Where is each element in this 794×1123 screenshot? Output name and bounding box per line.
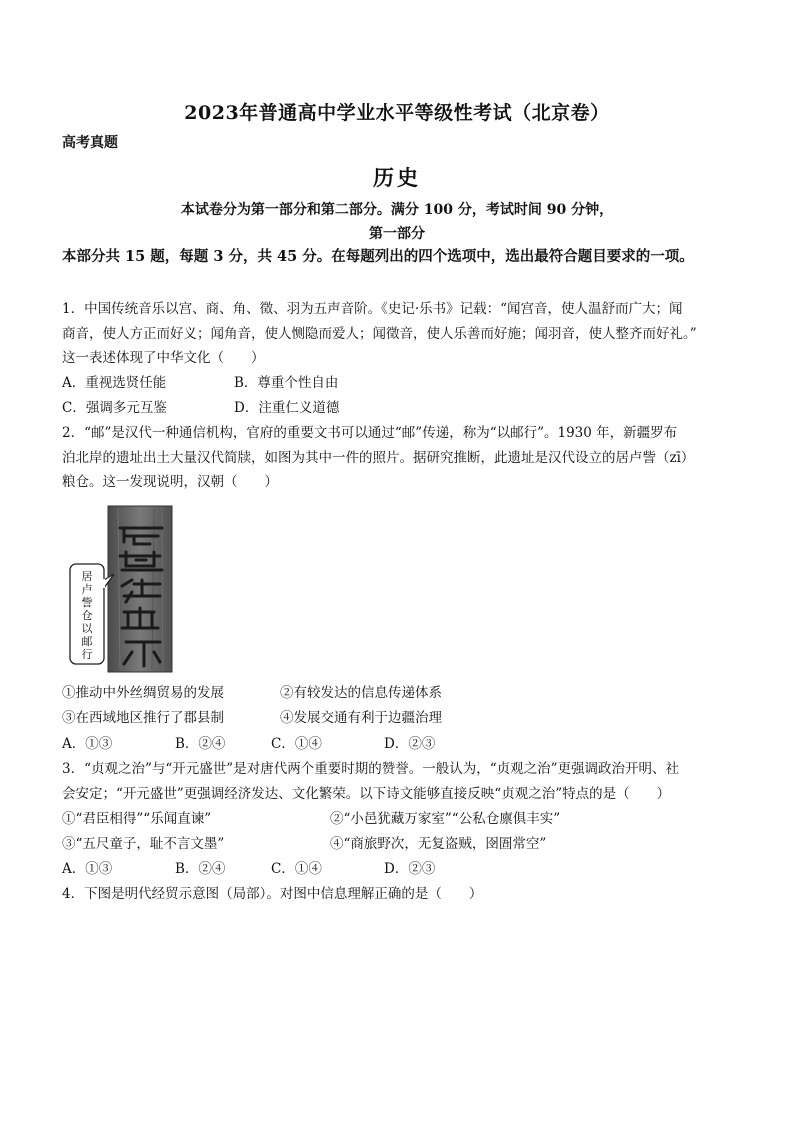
bamboo-slip-photo — [62, 500, 186, 676]
exam-tag: 高考真题 — [62, 135, 118, 151]
q2-statement-4: ④发展交通有利于边疆治理 — [280, 710, 442, 726]
q1-option-d: D．注重仁义道德 — [234, 400, 340, 416]
part-heading: 第一部分 — [369, 226, 425, 242]
q2-line-3: 粮仓。这一发现说明，汉朝（ ） — [62, 474, 278, 490]
q3-line-1: 3．“贞观之治”与“开元盛世”是对唐代两个重要时期的赞誉。一般认为，“贞观之治”更强调政治开明、社 — [62, 761, 679, 777]
exam-info: 本试卷分为第一部分和第二部分。满分 100 分，考试时间 90 分钟， — [180, 202, 614, 218]
figure-caption-char: 邮 — [81, 635, 93, 648]
q4-line-1: 4．下图是明代经贸示意图（局部）。对图中信息理解正确的是（ ） — [62, 886, 483, 902]
q3-option-d: D．②③ — [384, 861, 436, 877]
figure-caption-char: 以 — [81, 622, 93, 635]
q2-statement-3: ③在西域地区推行了郡县制 — [62, 710, 224, 726]
figure-caption-char: 仓 — [81, 609, 93, 622]
q2-option-b: B．②④ — [175, 736, 226, 752]
q3-option-c: C．①④ — [271, 861, 322, 877]
exam-title: 2023年普通高中学业水平等级性考试（北京卷） — [184, 102, 610, 124]
q3-option-a: A．①③ — [62, 861, 113, 877]
subject-title: 历史 — [373, 165, 421, 190]
q1-line-3: 这一表述体现了中华文化（ ） — [62, 350, 265, 366]
figure-caption-char: 卢 — [81, 583, 93, 596]
q2-option-d: D．②③ — [384, 736, 436, 752]
figure-caption-char: 行 — [81, 648, 93, 661]
q3-statement-2: ②“小邑犹藏万家室”“公私仓廪俱丰实” — [330, 811, 561, 827]
q1-line-1: 1．中国传统音乐以宫、商、角、徵、羽为五声音阶。《史记·乐书》记载：“闻宫音，使人温舒而广大；闻 — [62, 301, 683, 317]
q2-statement-1: ①推动中外丝绸贸易的发展 — [62, 685, 224, 701]
part-instruction: 本部分共 15 题，每题 3 分，共 45 分。在每题列出的四个选项中，选出最符合题目要求的一项。 — [62, 248, 694, 265]
q2-line-2: 泊北岸的遗址出土大量汉代简牍，如图为其中一件的照片。据研究推断，此遗址是汉代设立的居卢訾（zī） — [62, 450, 695, 466]
q2-statement-2: ②有较发达的信息传递体系 — [280, 685, 442, 701]
q1-option-a: A．重视选贤任能 — [62, 375, 167, 391]
q3-statement-3: ③“五尺童子，耻不言文墨” — [62, 836, 225, 852]
figure-caption-char: 居 — [81, 570, 93, 583]
q2-option-c: C．①④ — [271, 736, 322, 752]
q1-line-2: 商音，使人方正而好义；闻角音，使人恻隐而爱人；闻徵音，使人乐善而好施；闻羽音，使人整齐而好礼。” — [62, 326, 697, 342]
q3-option-b: B．②④ — [175, 861, 226, 877]
q1-option-c: C．强调多元互鉴 — [62, 400, 167, 416]
q3-statement-4: ④“商旅野次，无复盗贼，囹圄常空” — [330, 836, 547, 852]
q2-line-1: 2．“邮”是汉代一种通信机构，官府的重要文书可以通过“邮”传递，称为“以邮行”。1930 年，新疆罗布 — [62, 425, 678, 441]
figure-caption-char: 訾 — [81, 596, 93, 609]
q3-statement-1: ①“君臣相得”“乐闻直谏” — [62, 811, 212, 827]
q3-line-2: 会安定；“开元盛世”更强调经济发达、文化繁荣。以下诗文能够直接反映“贞观之治”特点的是（ ） — [62, 786, 671, 802]
q1-option-b: B．尊重个性自由 — [234, 375, 339, 391]
q2-option-a: A．①③ — [62, 736, 113, 752]
